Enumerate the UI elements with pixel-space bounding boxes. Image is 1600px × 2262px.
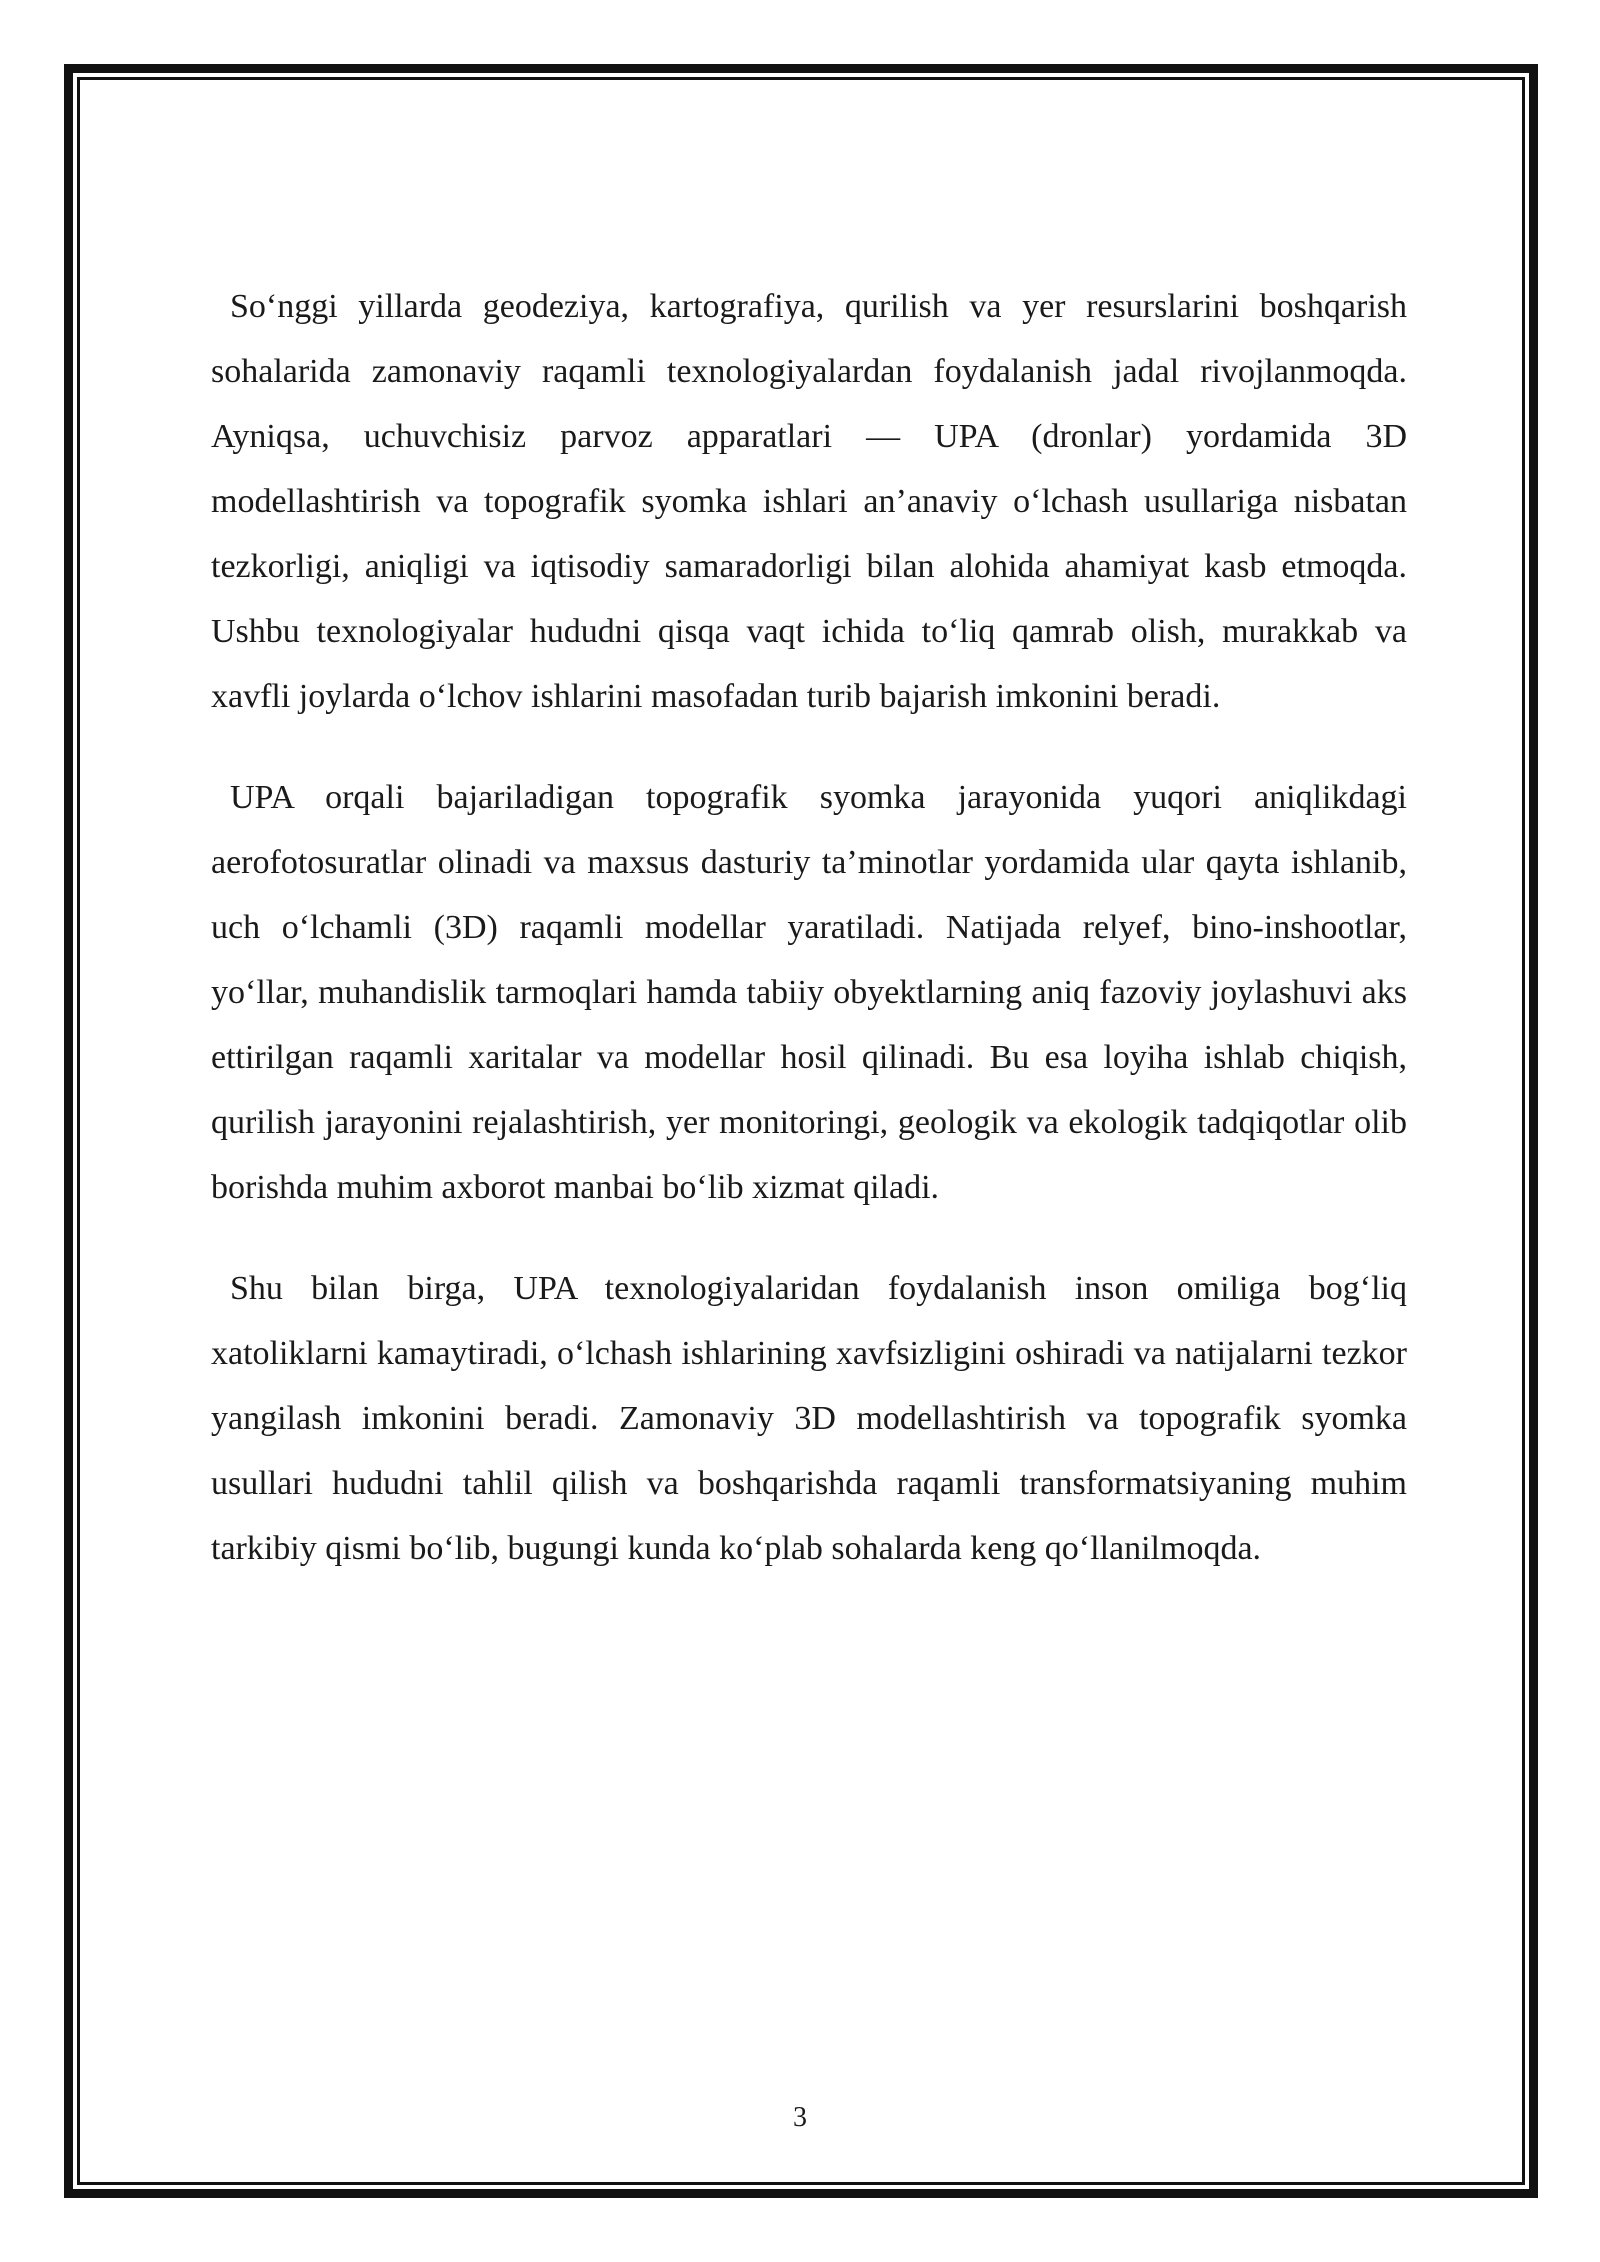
paragraph-2: UPA orqali bajariladigan topografik syomka jarayonida yuqori aniqlikdagi aerofotosuratlar olinadi va maxsus dasturiy ta’minotlar yordamida ular qayta ishlanib, uch o‘lchamli (3D) raqamli modellar yaratiladi. Natijada relyef, bino-inshootlar, yo‘llar, muhandislik tarmoqlari hamda tabiiy obyektlarning aniq fazoviy joylashuvi aks ettirilgan raqamli xaritalar va modellar hosil qilinadi. Bu esa loyiha ishlab chiqish, qurilish jarayonini rejalashtirish, yer monitoringi, geologik va ekologik tadqiqotlar olib borishda muhim axborot manbai bo‘lib xizmat qiladi.: [211, 779, 1407, 1206]
paragraph-1: So‘nggi yillarda geodeziya, kartografiya, qurilish va yer resurslarini boshqarish sohalarida zamonaviy raqamli texnologiyalardan foydalanish jadal rivojlanmoqda. Ayniqsa, uchuvchisiz parvoz apparatlari — UPA (dronlar) yordamida 3D modellashtirish va topografik syomka ishlari an’anaviy o‘lchash usullariga nisbatan tezkorligi, aniqligi va iqtisodiy samaradorligi bilan alohida ahamiyat kasb etmoqda. Ushbu texnologiyalar hududni qisqa vaqt ichida to‘liq qamrab olish, murakkab va xavfli joylarda o‘lchov ishlarini masofadan turib bajarish imkonini beradi.: [211, 288, 1407, 715]
page-number: 3: [793, 2102, 807, 2133]
paragraph-3: Shu bilan birga, UPA texnologiyalaridan foydalanish inson omiliga bog‘liq xatoliklarni kamaytiradi, o‘lchash ishlarining xavfsizligini oshiradi va natijalarni tezkor yangilash imkonini beradi. Zamonaviy 3D modellashtirish va topografik syomka usullari hududni tahlil qilish va boshqarishda raqamli transformatsiyaning muhim tarkibiy qismi bo‘lib, bugungi kunda ko‘plab sohalarda keng qo‘llanilmoqda.: [211, 1270, 1407, 1567]
page-body: [211, 274, 1407, 1617]
